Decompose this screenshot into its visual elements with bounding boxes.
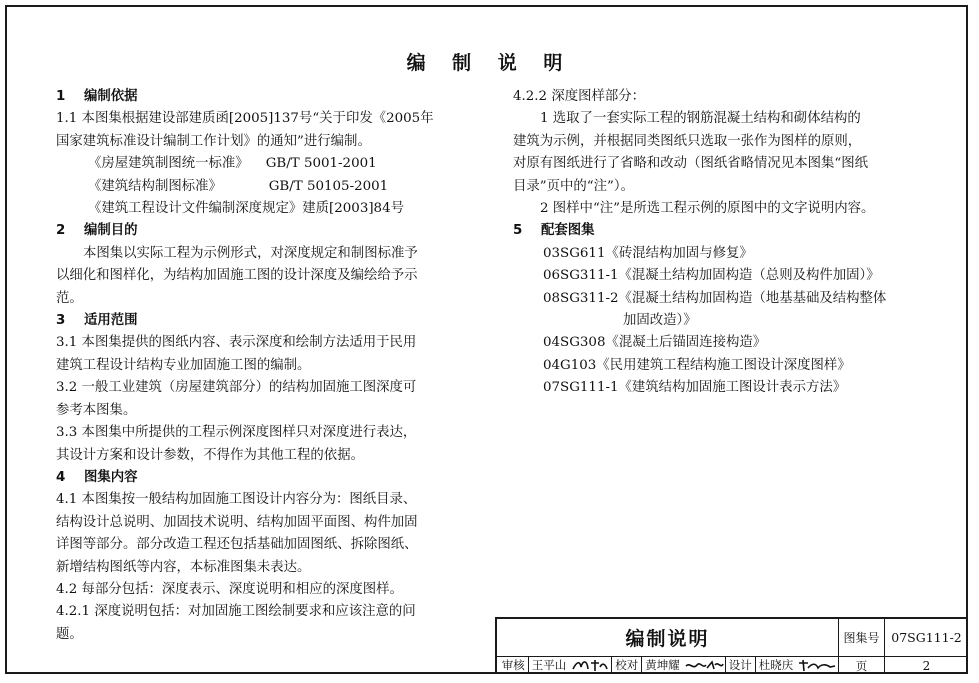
text-line: 参考本图集。	[56, 402, 137, 418]
text-line: 1 选取了一套实际工程的钢筋混凝土结构和砌体结构的	[540, 111, 861, 127]
standard-reference: 《建筑工程设计文件编制深度规定》建质[2003]84号	[88, 201, 404, 217]
text-line: 对原有图纸进行了省略和改动（图纸省略情况见本图集“图纸	[513, 156, 868, 172]
text-line: 结构设计总说明、加固技术说明、结构加固平面图、构件加固	[56, 514, 418, 530]
text-line: 4.2 每部分包括：深度表示、深度说明和相应的深度图样。	[56, 581, 403, 597]
section-1-heading	[56, 86, 476, 108]
text-line: 以细化和图样化，为结构加固施工图的设计深度及编绘给予示	[56, 268, 418, 284]
section-title: 配套图集	[541, 223, 595, 239]
check-label: 校对	[612, 657, 642, 674]
page-title: 编 制 说 明	[406, 52, 573, 74]
section-number: 5	[513, 223, 523, 239]
standard-code: GB/T 50105-2001	[268, 178, 389, 194]
text-line: 3.1 本图集提供的图纸内容、表示深度和绘制方法适用于民用	[56, 335, 417, 351]
text-line: 1.1 本图集根据建设部建质函[2005]137号“关于印发《2005年	[56, 111, 434, 127]
atlas-reference-continued: 加固改造）》	[623, 313, 697, 329]
text-line: 本图集以实际工程为示例形式，对深度规定和制图标准予	[83, 245, 418, 261]
section-number: 4	[56, 469, 66, 485]
standard-reference	[56, 176, 476, 198]
section-5-heading	[513, 220, 933, 242]
title-block-title: 编制说明	[497, 619, 839, 657]
text-line: 国家建筑标准设计编制工作计划》的通知”进行编制。	[56, 133, 371, 149]
standard-code: GB/T 5001-2001	[265, 156, 377, 172]
standard-reference	[56, 153, 476, 175]
text-line: 其设计方案和设计参数，不得作为其他工程的依据。	[56, 447, 364, 463]
atlas-number-label: 图集号	[839, 619, 885, 657]
text-line: 建筑工程设计结构专业加固施工图的编制。	[56, 357, 311, 373]
standard-name: 《建筑结构制图标准》	[88, 178, 222, 194]
section-3-heading	[56, 310, 476, 332]
design-name: 杜晓庆	[758, 658, 794, 672]
text-line: 新增结构图纸等内容，本标准图集未表达。	[56, 559, 311, 575]
atlas-reference: 04SG308《混凝土后锚固连接构造》	[543, 335, 767, 351]
section-number: 3	[56, 313, 66, 329]
section-4-heading	[56, 467, 476, 489]
atlas-number: 07SG111-2	[885, 619, 968, 657]
atlas-reference: 06SG311-1《混凝土结构加固构造（总则及构件加固）》	[543, 268, 880, 284]
section-number: 2	[56, 223, 66, 239]
text-line: 目录”页中的“注”）。	[513, 178, 634, 194]
check-name: 黄坤耀	[645, 658, 680, 672]
text-line: 4.2.1 深度说明包括：对加固施工图绘制要求和应该注意的问	[56, 604, 416, 620]
atlas-reference: 03SG611《砖混结构加固与修复》	[543, 245, 753, 261]
text-line: 4.2.2 深度图样部分：	[513, 89, 646, 104]
title-block	[495, 617, 968, 674]
section-number: 1	[56, 89, 66, 104]
atlas-reference: 04G103《民用建筑工程结构施工图设计深度图样》	[543, 357, 851, 373]
text-line: 2 图样中“注”是所选工程示例的原图中的文字说明内容。	[540, 201, 875, 217]
text-line: 3.3 本图集中所提供的工程示例深度图样只对深度进行表达，	[56, 425, 417, 441]
section-title: 编制依据	[84, 89, 138, 104]
page-number: 2	[922, 658, 931, 673]
signature-row	[497, 657, 839, 674]
review-label: 审核	[499, 657, 529, 674]
design-label: 设计	[726, 657, 756, 674]
text-line: 建筑为示例，并根据同类图纸只选取一张作为图样的原则，	[513, 133, 862, 149]
text-line: 题。	[56, 626, 83, 642]
review-signature	[569, 657, 612, 674]
review-name: 王平山	[531, 658, 567, 672]
section-2-heading	[56, 220, 476, 242]
atlas-reference: 07SG111-1《建筑结构加固施工图设计表示方法》	[543, 380, 847, 396]
text-line: 3.2 一般工业建筑（房屋建筑部分）的结构加固施工图深度可	[56, 380, 417, 396]
design-signature	[796, 657, 838, 674]
text-line: 范。	[56, 290, 83, 306]
check-signature	[683, 657, 726, 674]
standard-name: 《房屋建筑制图统一标准》	[88, 156, 249, 172]
left-column	[56, 86, 476, 646]
page-label: 页	[839, 657, 885, 674]
section-title: 适用范围	[84, 313, 138, 329]
right-column	[513, 86, 933, 400]
section-title: 编制目的	[84, 223, 138, 239]
section-title: 图集内容	[84, 469, 138, 485]
atlas-reference: 08SG311-2《混凝土结构加固构造（地基基础及结构整体	[543, 290, 887, 306]
text-line: 4.1 本图集按一般结构加固施工图设计内容分为：图纸目录、	[56, 492, 417, 508]
text-line: 详图等部分。部分改造工程还包括基础加固图纸、拆除图纸、	[56, 537, 418, 553]
